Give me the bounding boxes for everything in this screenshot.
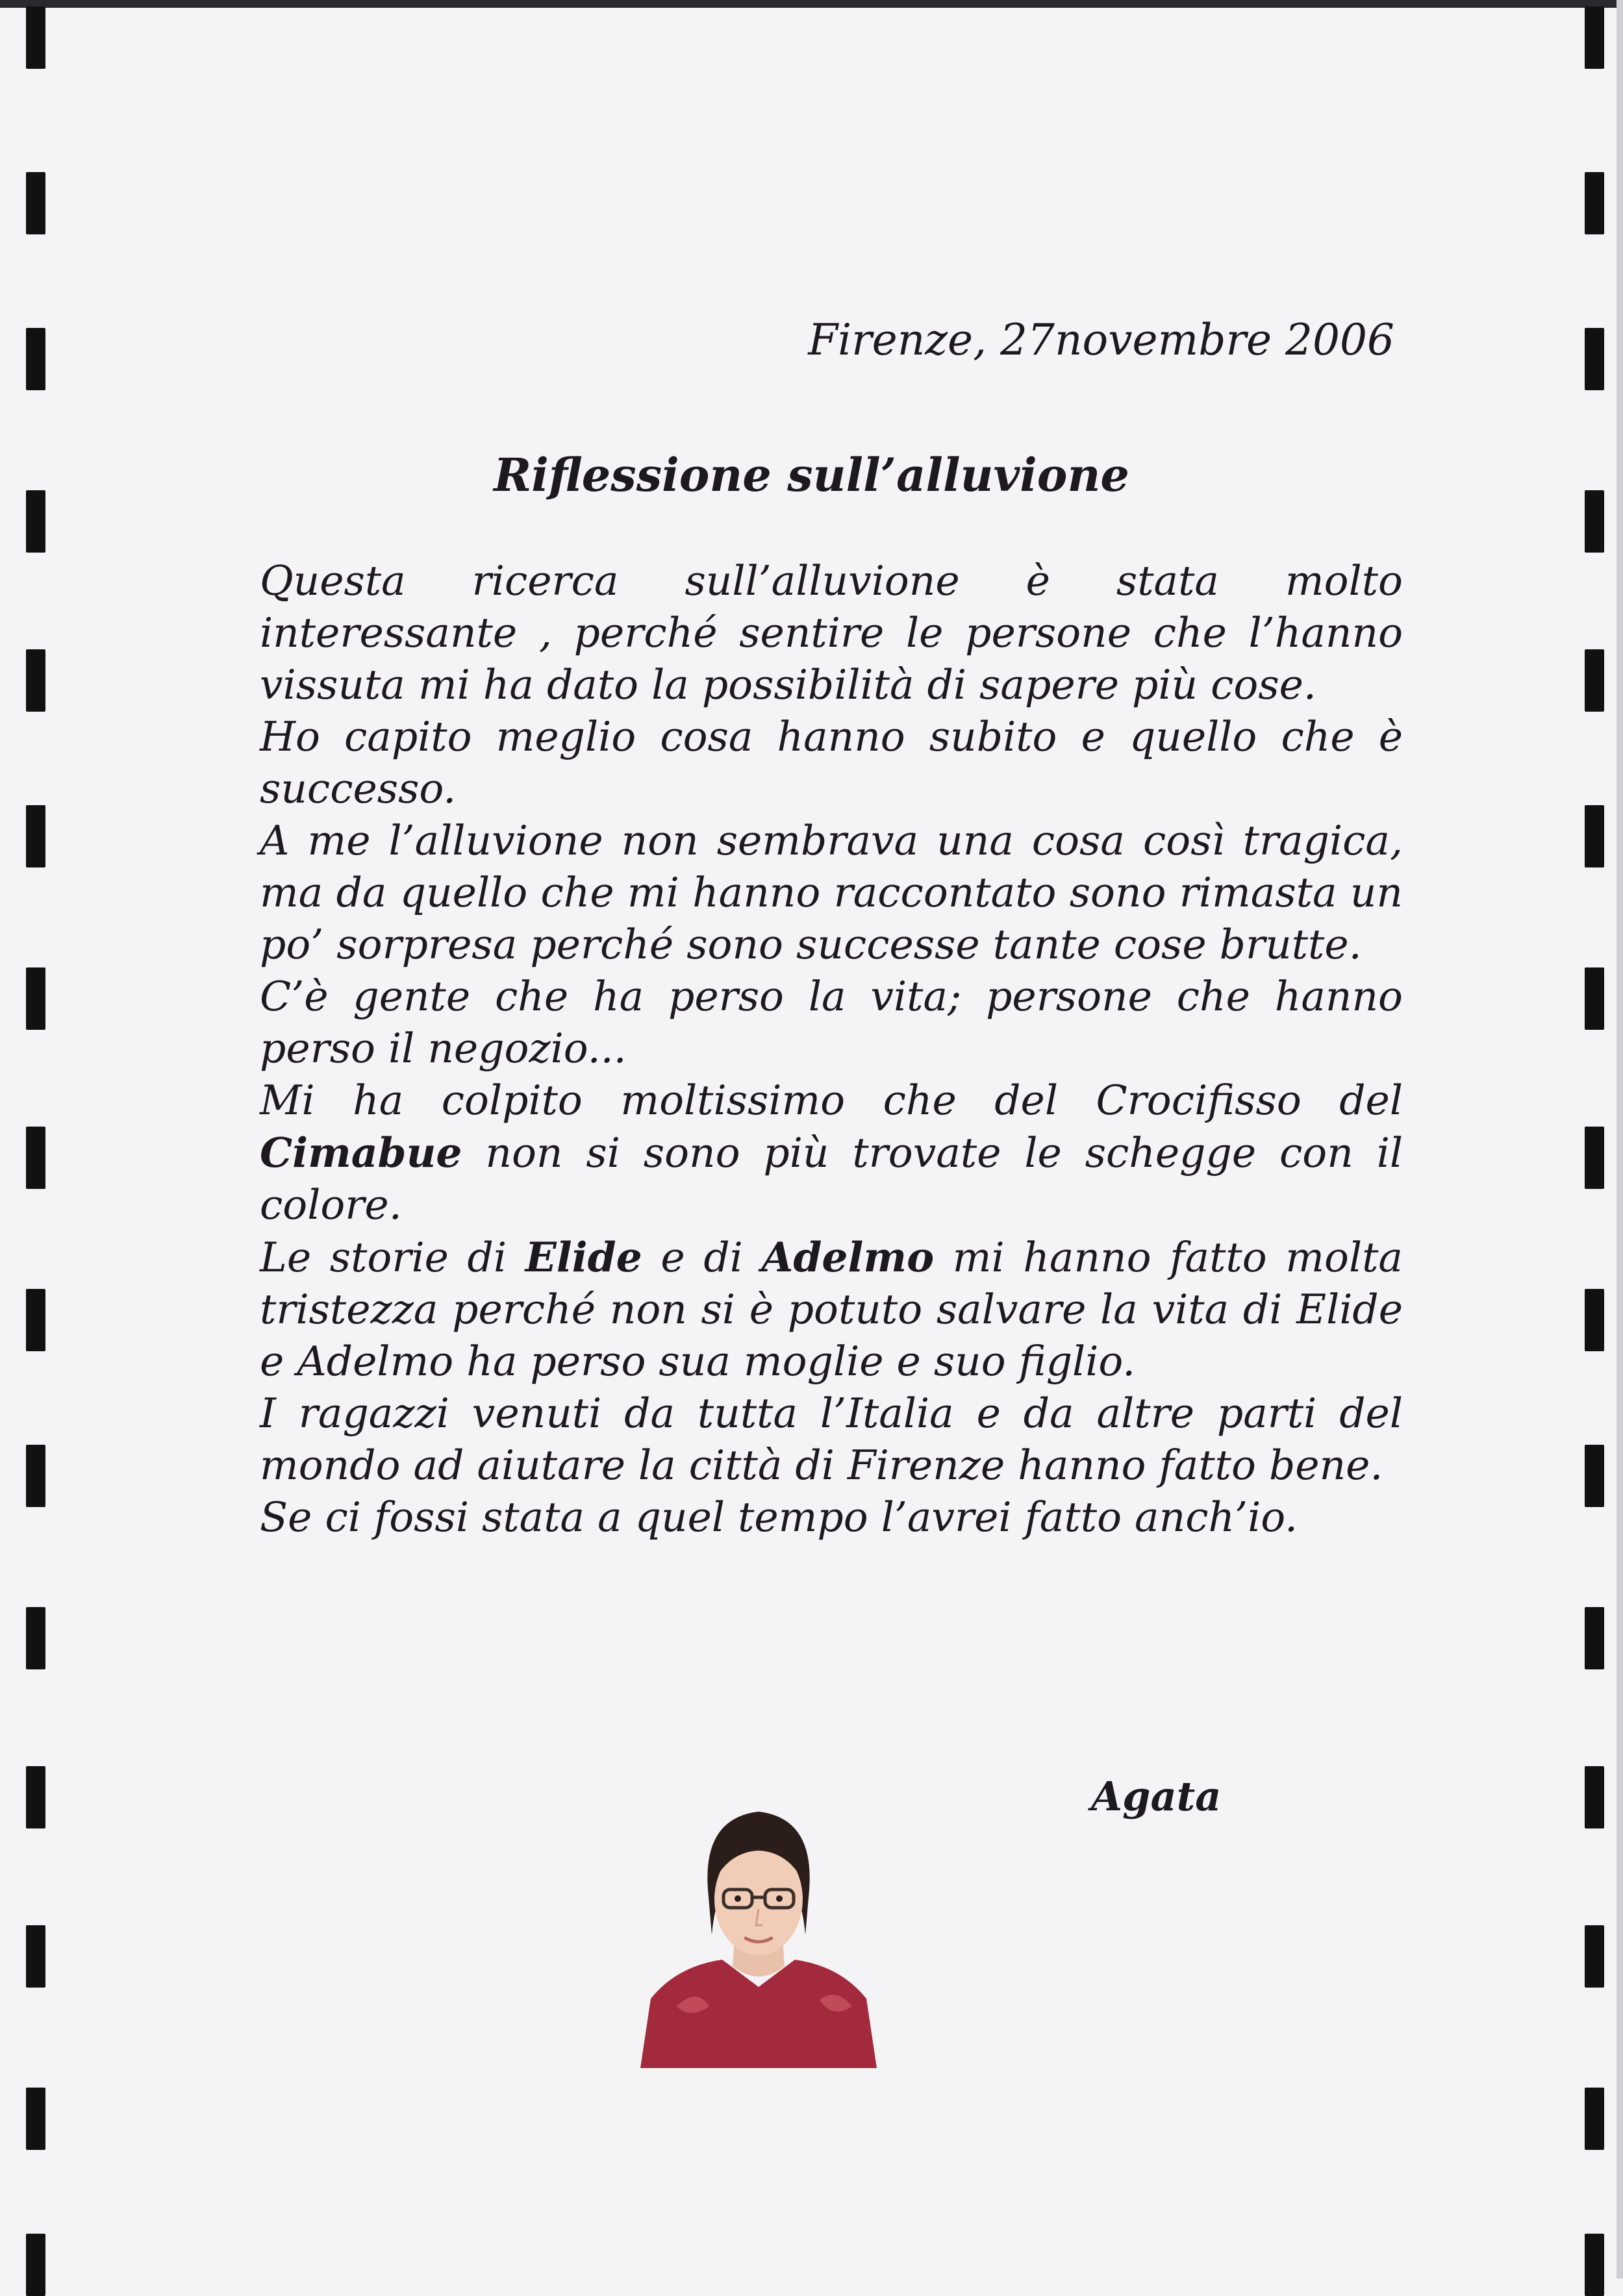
emphasized-name: Elide bbox=[525, 1233, 642, 1281]
left-tractor-feed-marks bbox=[26, 0, 55, 2278]
punch-mark bbox=[26, 1289, 45, 1351]
punch-mark bbox=[1585, 328, 1604, 390]
letter-body bbox=[260, 555, 1403, 1543]
paragraph-text: Ho capito meglio cosa hanno subito e quello che è successo. bbox=[260, 713, 1403, 812]
punch-mark bbox=[1585, 1925, 1604, 1988]
signature: Agata bbox=[1091, 1773, 1222, 1820]
punch-mark bbox=[26, 328, 45, 390]
right-tractor-feed-marks bbox=[1585, 0, 1613, 2278]
body-paragraph bbox=[260, 1075, 1403, 1231]
punch-mark bbox=[26, 1445, 45, 1507]
punch-mark bbox=[1585, 805, 1604, 867]
punch-mark bbox=[1585, 1766, 1604, 1828]
punch-mark bbox=[26, 2234, 45, 2296]
punch-mark bbox=[26, 1766, 45, 1828]
body-paragraph bbox=[260, 1491, 1403, 1543]
body-paragraph bbox=[260, 555, 1403, 711]
punch-mark bbox=[26, 172, 45, 234]
paragraph-text: non si sono più trovate le schegge con il colore. bbox=[260, 1129, 1403, 1229]
paragraph-text: I ragazzi venuti da tutta l’Italia e da altre parti del mondo ad aiutare la città di Firenze hanno fatto bene. bbox=[260, 1390, 1403, 1489]
punch-mark bbox=[26, 649, 45, 712]
body-paragraph bbox=[260, 1231, 1403, 1388]
body-paragraph bbox=[260, 711, 1403, 815]
punch-mark bbox=[26, 1607, 45, 1669]
punch-mark bbox=[26, 2088, 45, 2150]
punch-mark bbox=[1585, 2088, 1604, 2150]
body-paragraph bbox=[260, 971, 1403, 1075]
emphasized-name: Cimabue bbox=[260, 1129, 462, 1177]
paragraph-text: Mi ha colpito moltissimo che del Crocifisso del bbox=[260, 1077, 1403, 1124]
punch-mark bbox=[26, 805, 45, 867]
student-portrait-icon bbox=[638, 1792, 879, 2068]
punch-mark bbox=[1585, 1607, 1604, 1669]
body-paragraph bbox=[260, 815, 1403, 971]
body-paragraph bbox=[260, 1388, 1403, 1491]
punch-mark bbox=[26, 6, 45, 69]
page-title: Riflessione sull’alluvione bbox=[494, 448, 1129, 502]
punch-mark bbox=[1585, 967, 1604, 1030]
paragraph-text: e di bbox=[642, 1234, 762, 1281]
paragraph-text: A me l’alluvione non sembrava una cosa così tragica, ma da quello che mi hanno raccontato sono rimasta un po’ sorpresa perché sono successe tante cose brutte. bbox=[260, 817, 1403, 968]
punch-mark bbox=[1585, 172, 1604, 234]
emphasized-name: Adelmo bbox=[761, 1233, 935, 1281]
punch-mark bbox=[1585, 1127, 1604, 1189]
right-scan-edge bbox=[1617, 0, 1623, 2278]
letter-date: Firenze, 27novembre 2006 bbox=[808, 315, 1394, 365]
punch-mark bbox=[1585, 6, 1604, 69]
punch-mark bbox=[26, 1127, 45, 1189]
paragraph-text: Questa ricerca sull’alluvione è stata molto interessante , perché sentire le persone che l’hanno vissuta mi ha dato la possibilità di sapere più cose. bbox=[260, 557, 1403, 708]
paragraph-text: Se ci fossi stata a quel tempo l’avrei fatto anch’io. bbox=[260, 1493, 1298, 1541]
paragraph-text: mi hanno fatto molta tristezza perché non si è potuto salvare la vita di Elide e Adelmo ha perso sua moglie e suo figlio. bbox=[260, 1234, 1403, 1385]
paragraph-text: C’è gente che ha perso la vita; persone che hanno perso il negozio... bbox=[260, 973, 1403, 1072]
punch-mark bbox=[26, 967, 45, 1030]
punch-mark bbox=[1585, 2234, 1604, 2296]
paragraph-text: Le storie di bbox=[260, 1234, 525, 1281]
punch-mark bbox=[1585, 649, 1604, 712]
punch-mark bbox=[1585, 1445, 1604, 1507]
top-scan-edge bbox=[0, 0, 1623, 8]
punch-mark bbox=[26, 1925, 45, 1988]
punch-mark bbox=[1585, 1289, 1604, 1351]
